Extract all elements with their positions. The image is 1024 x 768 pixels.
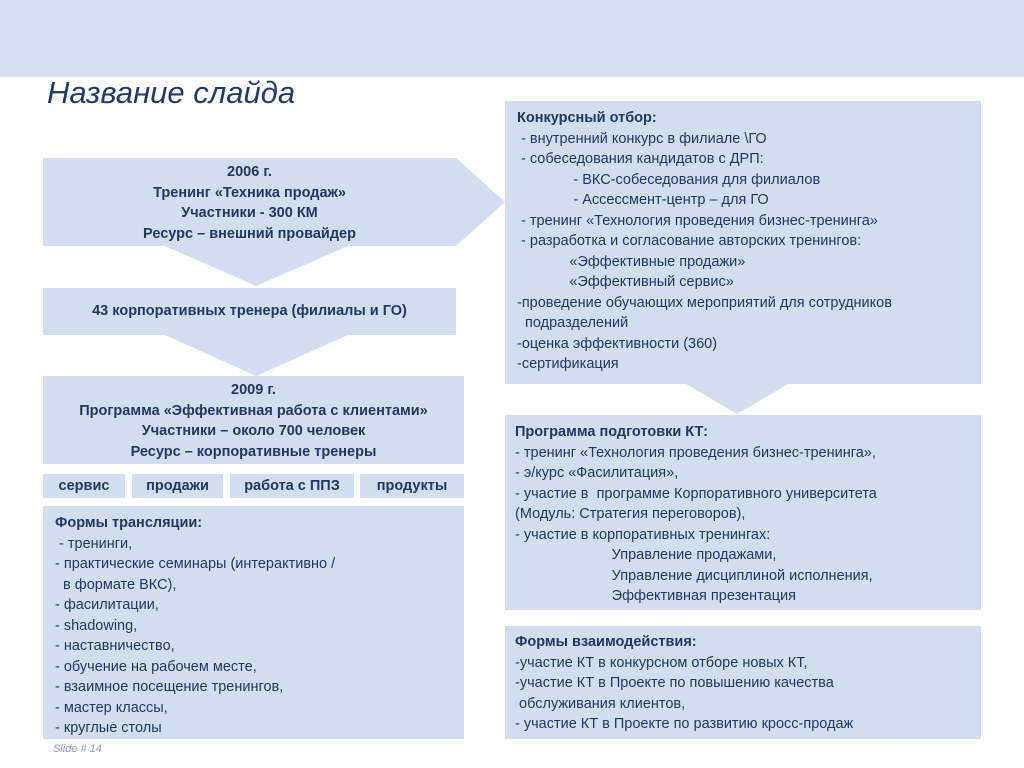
slide-title: Название слайда bbox=[47, 75, 296, 110]
box-interaction-forms bbox=[505, 626, 981, 739]
box-competitive-selection bbox=[505, 101, 981, 384]
interaction-line: обслуживания клиентов, bbox=[515, 695, 686, 712]
competitive-line: - внутренний конкурс в филиале \ГО bbox=[517, 130, 767, 147]
box-trainers-text: 43 корпоративных тренера (филиалы и ГО) bbox=[92, 303, 407, 319]
forms-translation-line: - обучение на рабочем месте, bbox=[55, 658, 257, 675]
competitive-line: - тренинг «Технология проведения бизнес-тренинга» bbox=[517, 212, 878, 229]
kt-program-line: Эффективная презентация bbox=[515, 588, 796, 604]
competitive-line: «Эффективный сервис» bbox=[517, 274, 734, 290]
box-2006-line: Ресурс – внешний провайдер bbox=[143, 225, 356, 242]
tag-service: сервис bbox=[43, 474, 125, 498]
forms-translation-line: - наставничество, bbox=[55, 638, 175, 654]
kt-program-line: (Модуль: Стратегия переговоров), bbox=[515, 506, 746, 522]
forms-translation-heading: Формы трансляции: bbox=[55, 515, 203, 531]
box-2009-line: Ресурс – корпоративные тренеры bbox=[130, 443, 377, 460]
arrow-down-2 bbox=[165, 335, 348, 376]
competitive-line: - собеседования кандидатов с ДРП: bbox=[517, 151, 764, 167]
kt-program-heading: Программа подготовки КТ: bbox=[515, 424, 709, 440]
competitive-heading: Конкурсный отбор: bbox=[517, 110, 657, 126]
kt-program-line: Управление дисциплиной исполнения, bbox=[515, 567, 873, 584]
forms-translation-line: - тренинги, bbox=[55, 535, 133, 552]
forms-translation-line: - мастер классы, bbox=[55, 699, 168, 716]
tag-ppz: работа с ППЗ bbox=[230, 474, 354, 498]
interaction-heading: Формы взаимодействия: bbox=[515, 634, 697, 650]
competitive-line: - Ассессмент-центр – для ГО bbox=[517, 192, 769, 208]
box-2009 bbox=[43, 376, 464, 464]
box-2009-line: Программа «Эффективная работа с клиентами» bbox=[79, 402, 428, 419]
kt-program-line: - тренинг «Технология проведения бизнес-тренинга», bbox=[515, 444, 876, 461]
competitive-line: -сертификация bbox=[517, 356, 619, 372]
forms-translation-line: - круглые столы bbox=[55, 720, 162, 736]
kt-program-line: - участие в корпоративных тренингах: bbox=[515, 526, 771, 543]
kt-program-line: Управление продажами, bbox=[515, 547, 777, 563]
slide-number: Slide # 14 bbox=[53, 743, 102, 755]
competitive-line: - разработка и согласование авторских тренингов: bbox=[517, 233, 862, 249]
competitive-line: подразделений bbox=[517, 315, 629, 331]
kt-program-line: - э/курс «Фасилитация», bbox=[515, 465, 679, 481]
tag-sales: продажи bbox=[132, 474, 223, 498]
interaction-line: - участие КТ в Проекте по развитию кросс-продаж bbox=[515, 716, 854, 732]
interaction-line: -участие КТ в Проекте по повышению качества bbox=[515, 675, 834, 691]
competitive-line: -проведение обучающих мероприятий для сотрудников bbox=[517, 294, 892, 311]
box-2006-line: 2006 г. bbox=[227, 164, 272, 180]
forms-translation-line: - взаимное посещение тренингов, bbox=[55, 679, 284, 695]
competitive-line: - ВКС-собеседования для филиалов bbox=[517, 171, 821, 188]
forms-translation-line: - фасилитации, bbox=[55, 597, 159, 613]
competitive-line: «Эффективные продажи» bbox=[517, 253, 746, 270]
arrow-down-1 bbox=[165, 246, 348, 286]
box-2006-line: Тренинг «Техника продаж» bbox=[153, 184, 346, 201]
box-2006-line: Участники - 300 КМ bbox=[181, 205, 318, 221]
tag-products: продукты bbox=[360, 474, 464, 498]
box-2009-line: 2009 г. bbox=[231, 382, 276, 398]
box-kt-program bbox=[505, 415, 981, 610]
competitive-line: -оценка эффективности (360) bbox=[517, 335, 718, 352]
box-trainers bbox=[43, 288, 456, 335]
box-2006 bbox=[43, 158, 456, 246]
forms-translation-line: - практические семинары (интерактивно / bbox=[55, 556, 336, 572]
forms-translation-line: - shadowing, bbox=[55, 617, 138, 634]
box-forms-translation bbox=[43, 506, 464, 739]
box-2009-line: Участники – около 700 человек bbox=[141, 423, 366, 439]
interaction-line: -участие КТ в конкурсном отборе новых КТ, bbox=[515, 654, 808, 671]
forms-translation-line: в формате ВКС), bbox=[55, 576, 177, 593]
arrow-down-3 bbox=[686, 384, 788, 414]
arrow-right bbox=[456, 158, 505, 246]
kt-program-line: - участие в программе Корпоративного университета bbox=[515, 485, 877, 502]
